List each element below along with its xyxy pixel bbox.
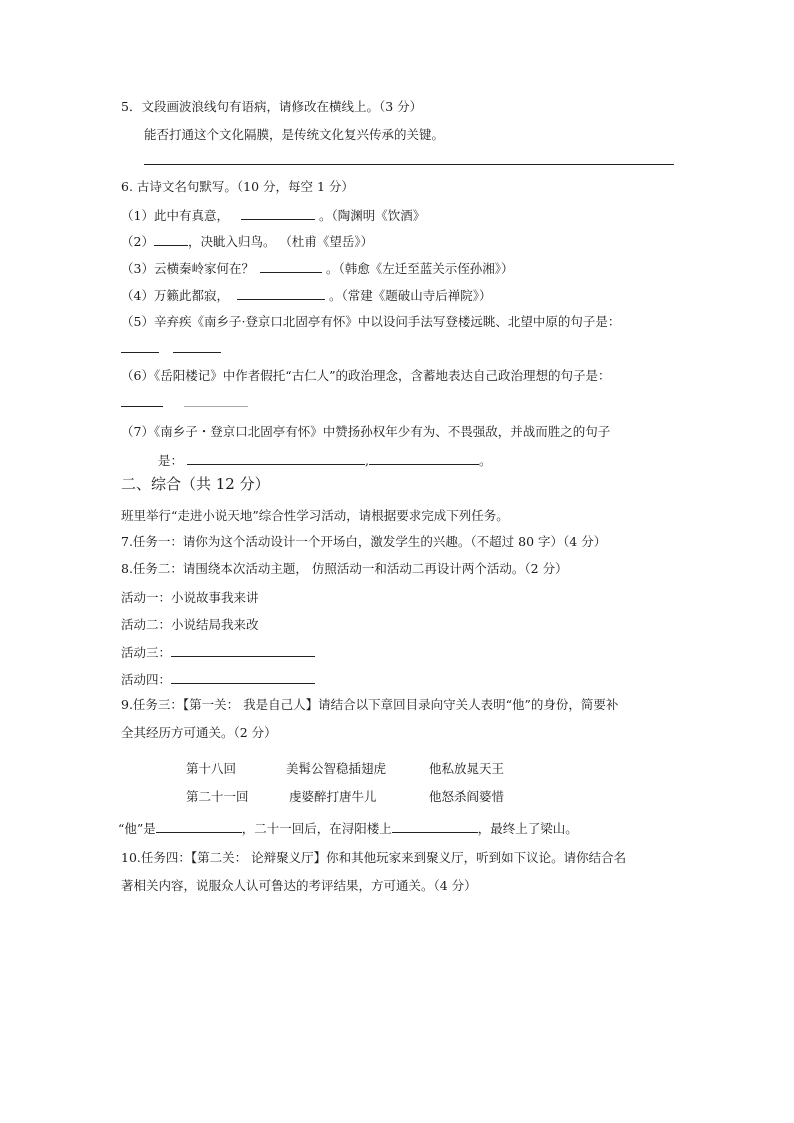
q6-item-4 [121, 286, 491, 305]
q9-answer-blank-2[interactable] [392, 819, 478, 833]
activity-1: 活动一：小说故事我来讲 [121, 590, 259, 605]
q8-prompt: 8.任务二：请围绕本次活动主题， 仿照活动一和活动二再设计两个活动。（2 分） [121, 561, 568, 576]
q6-item-5: （5）辛弃疾《南乡子·登京口北固亭有怀》中以设问手法写登楼远眺、北望中原的句子是： [121, 314, 621, 329]
q5-title: 5．文段画波浪线句有语病，请修改在横线上。（3 分） [121, 99, 423, 114]
q6-item-7-blank-1[interactable] [187, 451, 365, 465]
q6-item-5-blank-2[interactable] [173, 352, 221, 353]
q6-item-7-sep: , [365, 453, 369, 468]
activity-4 [121, 670, 315, 689]
activity-3-label: 活动三： [121, 645, 172, 660]
activity-3 [121, 643, 315, 662]
q5-sentence: 能否打通这个文化隔膜，是传统文化复兴传承的关键。 [144, 127, 445, 142]
chapter-18-row [186, 760, 504, 778]
q9-answer-end: ，最终上了梁山。 [477, 821, 578, 836]
chapter-21-number: 第二十一回 [186, 789, 249, 804]
q6-item-3-text: （3）云横秦岭家何在？ [121, 261, 254, 276]
q9-answer-line [118, 819, 578, 838]
chapter-18-title-b: 他私放晁天王 [429, 761, 505, 776]
q6-item-4-source: 。（常建《题破山寺后禅院》） [328, 288, 492, 303]
q6-item-6-blank-1[interactable] [121, 406, 163, 407]
q6-item-2-num: （2） [121, 234, 154, 249]
q6-item-3 [121, 259, 513, 278]
q5-answer-line[interactable] [144, 164, 674, 165]
section-2-intro: 班里举行“走进小说天地”综合性学习活动，请根据要求完成下列任务。 [121, 508, 509, 523]
chapter-18-number: 第十八回 [186, 761, 237, 776]
q6-item-1-source: 。（陶渊明《饮酒》 [318, 208, 426, 223]
q6-item-1-blank[interactable] [241, 206, 315, 220]
q6-item-7: （7）《南乡子・登京口北固亭有怀》中赞扬孙权年少有为、不畏强敌，并战而胜之的句子 [121, 424, 611, 439]
q9-answer-blank-1[interactable] [156, 819, 242, 833]
q6-title: 6. 古诗文名句默写。（10 分，每空 1 分） [121, 179, 354, 194]
q6-item-1-text: （1）此中有真意， [121, 208, 229, 223]
chapter-21-title-a: 虔婆醉打唐牛儿 [289, 789, 377, 804]
q6-item-4-blank[interactable] [237, 286, 325, 300]
activity-3-blank[interactable] [171, 643, 315, 657]
q7-prompt: 7.任务一：请你为这个活动设计一个开场白，激发学生的兴趣。（不超过 80 字）（4 分） [121, 534, 607, 549]
activity-4-blank[interactable] [171, 670, 315, 684]
chapter-18-title-a: 美髯公智稳插翅虎 [286, 761, 387, 776]
q9-prompt-line-2: 全其经历方可通关。（2 分） [121, 725, 277, 740]
activity-4-label: 活动四： [121, 672, 172, 687]
q9-answer-middle: ，二十一回后，在浔阳楼上 [241, 821, 392, 836]
q9-prompt-line-1: 9.任务三：【第一关： 我是自己人】请结合以下章回目录向守关人表明“他”的身份，简要补 [121, 697, 619, 712]
q6-item-6-blank-2[interactable] [184, 406, 248, 407]
q6-item-7-lead: 是： [158, 453, 184, 468]
q6-item-7-end: 。 [479, 453, 492, 468]
q10-prompt-line-1: 10.任务四：【第二关： 论辩聚义厅】你和其他玩家来到聚义厅，听到如下议论。请你结合名 [121, 850, 627, 865]
chapter-21-row [186, 788, 504, 806]
q10-prompt-line-2: 著相关内容，说服众人认可鲁达的考评结果，方可通关。（4 分） [121, 878, 477, 893]
q6-item-2-blank[interactable] [154, 232, 188, 246]
q6-item-5-blank-1[interactable] [121, 352, 159, 353]
q6-item-2 [121, 232, 373, 251]
q6-item-4-text: （4）万籁此都寂， [121, 288, 229, 303]
q6-item-3-source: 。（韩愈《左迁至蓝关示侄孙湘》） [325, 261, 514, 276]
q6-item-2-text: ，决眦入归鸟。 （杜甫《望岳》） [187, 234, 374, 249]
q6-item-1 [121, 206, 425, 225]
chapter-21-title-b: 他怒杀阎婆惜 [429, 789, 505, 804]
section-2-heading: 二、综合（共 12 分） [121, 475, 270, 493]
q6-item-7-blank-2[interactable] [369, 451, 479, 465]
q6-item-3-blank[interactable] [260, 259, 322, 273]
activity-2: 活动二：小说结局我来改 [121, 617, 259, 632]
q6-item-6: （6）《岳阳楼记》中作者假托“古仁人”的政治理念，含蓄地表达自己政治理想的句子是： [121, 368, 611, 383]
q6-item-7-answer [158, 451, 492, 470]
q9-answer-lead: “他”是 [118, 821, 156, 836]
